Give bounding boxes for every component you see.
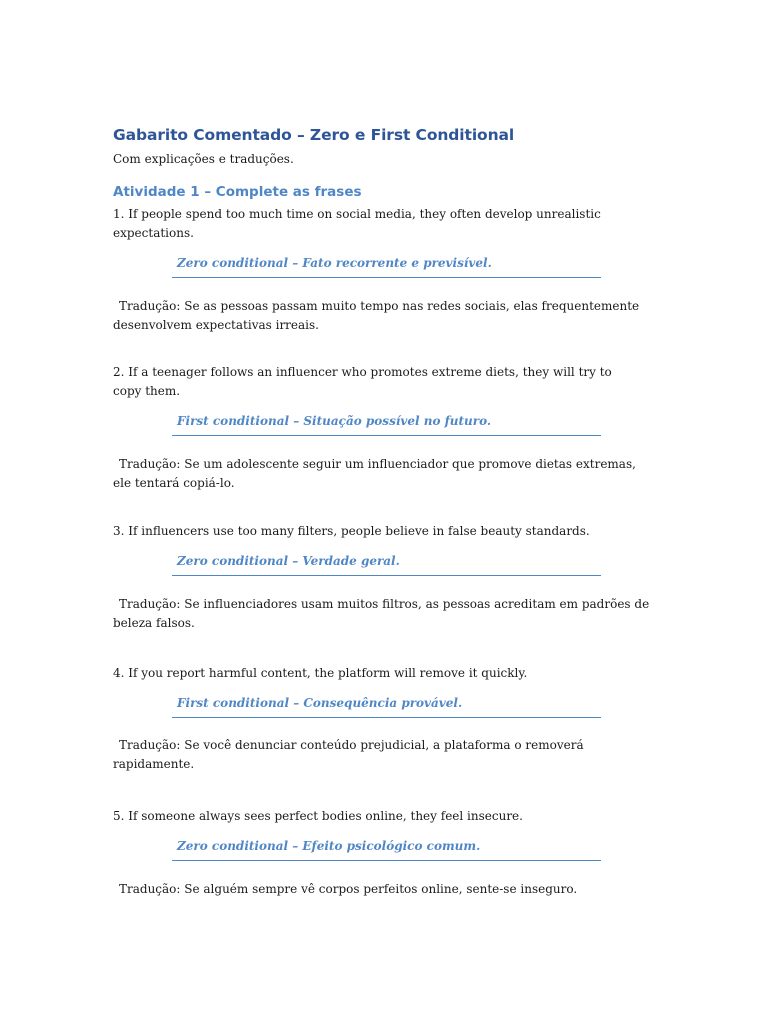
exercise-item (113, 664, 653, 774)
translation-text: Tradução: Se você denunciar conteúdo prejudicial, a plataforma o removerá rapidamente. (113, 738, 584, 771)
translation-text: Tradução: Se as pessoas passam muito tempo nas redes sociais, elas frequentemente desenvolvem expectativas irreais. (113, 299, 640, 332)
document-title: Gabarito Comentado – Zero e First Conditional (113, 126, 515, 144)
document-subtitle: Com explicações e traduções. (113, 152, 294, 166)
document-page (113, 124, 653, 899)
translation-text: Tradução: Se influenciadores usam muitos filtros, as pessoas acreditam em padrões de beleza falsos. (113, 597, 650, 630)
translation-text: Tradução: Se um adolescente seguir um influenciador que promove dietas extremas, ele tentará copiá-lo. (113, 457, 636, 490)
exercise-item (113, 205, 653, 335)
activity-heading: Atividade 1 – Complete as frases (113, 184, 362, 200)
exercise-item (113, 807, 653, 899)
answer-box: First conditional – Consequência provável. (172, 695, 601, 718)
answer-box: Zero conditional – Efeito psicológico comum. (172, 838, 601, 861)
exercise-sentence: 4. If you report harmful content, the platform will remove it quickly. (113, 666, 528, 680)
answer-box: First conditional – Situação possível no futuro. (172, 413, 601, 436)
translation-text: Tradução: Se alguém sempre vê corpos perfeitos online, sente-se inseguro. (119, 882, 578, 896)
exercise-sentence: 1. If people spend too much time on social media, they often develop unrealistic expectations. (113, 207, 601, 240)
exercise-item (113, 522, 653, 633)
exercise-sentence: 5. If someone always sees perfect bodies online, they feel insecure. (113, 809, 523, 823)
answer-box: Zero conditional – Fato recorrente e previsível. (172, 255, 601, 278)
exercise-sentence: 2. If a teenager follows an influencer who promotes extreme diets, they will try to copy them. (113, 365, 612, 398)
exercise-item (113, 363, 653, 493)
answer-box: Zero conditional – Verdade geral. (172, 553, 601, 576)
exercise-sentence: 3. If influencers use too many filters, people believe in false beauty standards. (113, 524, 590, 538)
